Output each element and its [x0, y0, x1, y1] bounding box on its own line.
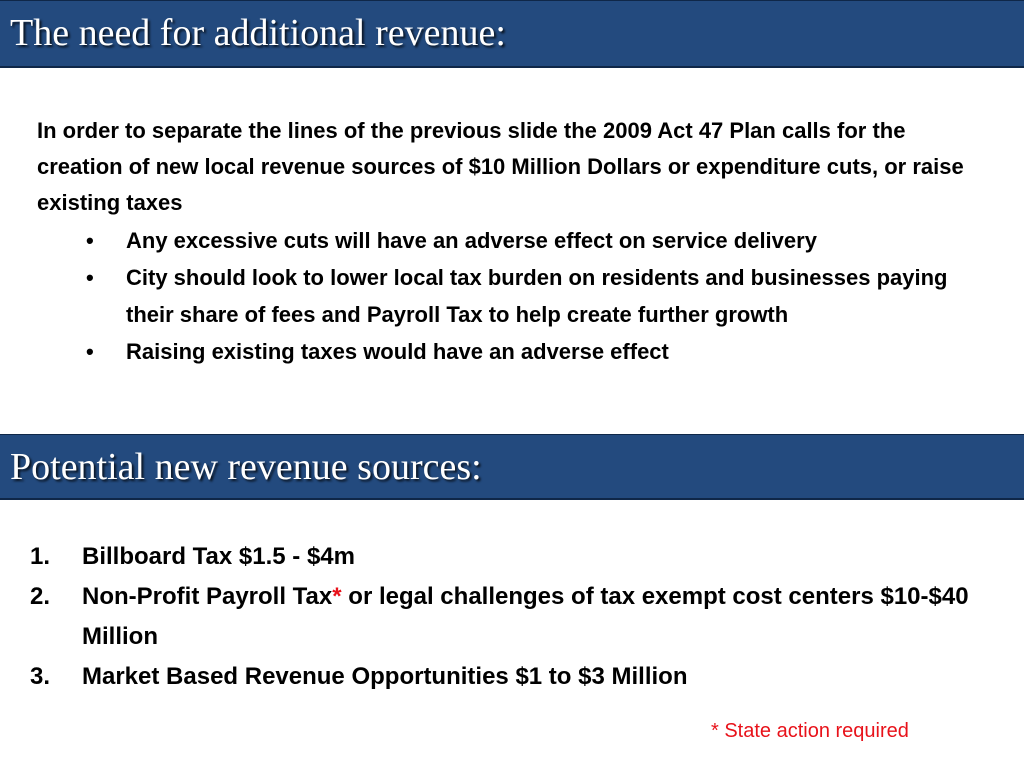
item-number: 1. [30, 543, 51, 570]
heading-potential-sources: Potential new revenue sources: [0, 434, 1024, 500]
intro-paragraph: In order to separate the lines of the previous slide the 2009 Act 47 Plan calls for the creation of new local revenue sources of $10 Million Dollars or expenditure cuts, or raise existing taxes [37, 118, 964, 215]
list-item [86, 259, 986, 333]
list-item [86, 222, 986, 259]
list-item [86, 333, 986, 370]
item-number: 3. [30, 663, 51, 690]
source-text: Non-Profit Payroll Tax [82, 583, 333, 610]
bullet-text: Raising existing taxes would have an adverse effect [126, 339, 669, 364]
list-item [30, 577, 990, 657]
bullet-icon: • [86, 265, 94, 290]
asterisk-marker: * [332, 583, 342, 610]
list-item [30, 657, 990, 697]
bullet-text: Any excessive cuts will have an adverse effect on service delivery [126, 228, 817, 253]
source-text: Market Based Revenue Opportunities $1 to $3 Million [82, 663, 688, 690]
heading-need-for-revenue: The need for additional revenue: [0, 0, 1024, 68]
bullet-icon: • [86, 339, 94, 364]
item-number: 2. [30, 583, 51, 610]
list-item [30, 537, 990, 577]
footnote: * State action required [711, 720, 909, 742]
bullet-list [86, 222, 986, 370]
source-text: Billboard Tax $1.5 - $4m [82, 543, 355, 570]
bullet-icon: • [86, 228, 94, 253]
revenue-sources-list [30, 537, 990, 697]
source-text-continued: or legal challenges of tax exempt cost centers $10-$40 Million [82, 583, 969, 650]
bullet-text: City should look to lower local tax burden on residents and businesses paying their share of fees and Payroll Tax to help create further growth [126, 265, 948, 327]
